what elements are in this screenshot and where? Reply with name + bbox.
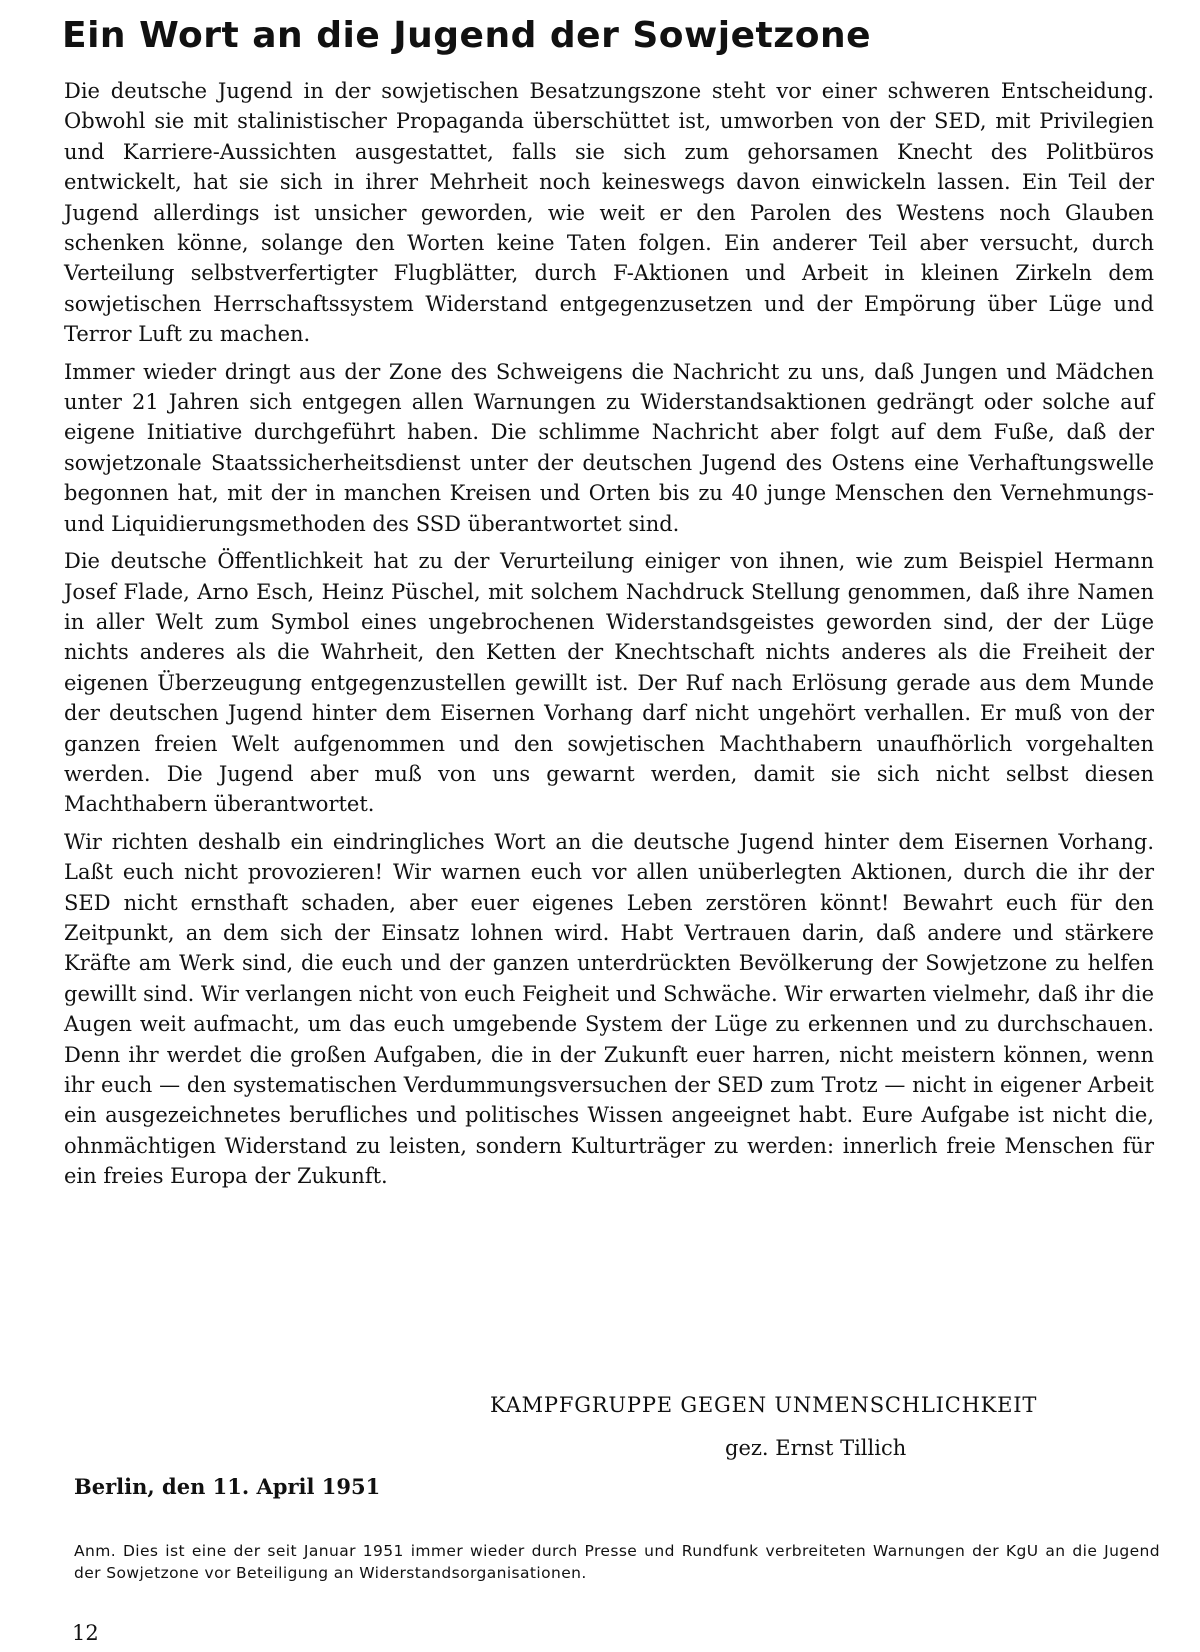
- paragraph-2: Immer wieder dringt aus der Zone des Schweigens die Nachricht zu uns, daß Jungen und Mädchen unter 21 Jahren sich entgegen allen Warnungen zu Widerstandsaktionen gedrängt oder solche auf eigene Initiative durchgeführt haben. Die schlimme Nachricht aber folgt auf dem Fuße, daß der sowjetzonale Staatssicherheitsdienst unter der deutschen Jugend des Ostens eine Verhaftungswelle begonnen hat, mit der in manchen Kreisen und Orten bis zu 40 junge Menschen den Vernehmungs- und Liquidierungsmethoden des SSD überantwortet sind.: [64, 359, 1154, 536]
- paragraph-3: Die deutsche Öffentlichkeit hat zu der Verurteilung einiger von ihnen, wie zum Beispiel Hermann Josef Flade, Arno Esch, Heinz Püschel, mit solchem Nachdruck Stellung genommen, daß ihre Namen in aller Welt zum Symbol eines ungebrochenen Widerstandsgeistes geworden sind, der der Lüge nichts anderes als die Wahrheit, den Ketten der Knechtschaft nichts anderes als die Freiheit der eigenen Überzeugung entgegenzustellen gewillt ist. Der Ruf nach Erlösung gerade aus dem Munde der deutschen Jugend hinter dem Eisernen Vorhang darf nicht ungehört verhallen. Er muß von der ganzen freien Welt aufgenommen und den sowjetischen Machthabern unaufhörlich vorgehalten werden. Die Jugend aber muß von uns gewarnt werden, damit sie sich nicht selbst diesen Machthabern überantwortet.: [64, 549, 1154, 817]
- place-and-date: Berlin, den 11. April 1951: [74, 1474, 381, 1499]
- paragraph-1: Die deutsche Jugend in der sowjetischen Besatzungszone steht vor einer schweren Entscheidung. Obwohl sie mit stalinistischer Propaganda überschüttet ist, umworben von der SED, mit Privilegien und Karriere-Aussichten ausgestattet, falls sie sich zum gehorsamen Knecht des Politbüros entwickelt, hat sie sich in ihrer Mehrheit noch keineswegs davon einwickeln lassen. Ein Teil der Jugend allerdings ist unsicher geworden, wie weit er den Parolen des Westens noch Glauben schenken könne, solange den Worten keine Taten folgen. Ein anderer Teil aber versucht, durch Verteilung selbstverfertigter Flugblätter, durch F-Aktionen und Arbeit in kleinen Zirkeln dem sowjetischen Herrschaftssystem Widerstand entgegenzusetzen und der Empörung über Lüge und Terror Luft zu machen.: [64, 79, 1154, 347]
- paragraph-4: Wir richten deshalb ein eindringliches Wort an die deutsche Jugend hinter dem Eisernen Vorhang. Laßt euch nicht provozieren! Wir warnen euch vor allen unüberlegten Aktionen, durch die ihr der SED nicht ernsthaft schaden, aber euer eigenes Leben zerstören könnt! Bewahrt euch für den Zeitpunkt, an dem sich der Einsatz lohnen wird. Habt Vertrauen darin, daß andere und stärkere Kräfte am Werk sind, die euch und der ganzen unterdrückten Bevölkerung der Sowjetzone zu helfen gewillt sind. Wir verlangen nicht von euch Feigheit und Schwäche. Wir erwarten vielmehr, daß ihr die Augen weit aufmacht, um das euch umgebende System der Lüge zu erkennen und zu durchschauen. Denn ihr werdet die großen Aufgaben, die in der Zukunft euer harren, nicht meistern können, wenn ihr euch — den systematischen Verdummungsversuchen der SED zum Trotz — nicht in eigener Arbeit ein ausgezeichnetes berufliches und politisches Wissen angeeignet habt. Eure Aufgabe ist nicht die, ohnmächtigen Widerstand zu leisten, sondern Kulturträger zu werden: innerlich freie Menschen für ein freies Europa der Zukunft.: [64, 829, 1154, 1189]
- page-number: 12: [72, 1621, 99, 1645]
- footnote: Anm. Dies ist eine der seit Januar 1951 immer wieder durch Presse und Rundfunk verbreiteten Warnungen der KgU an die Jugend der Sowjetzone vor Beteiligung an Widerstandsorganisationen.: [74, 1542, 1160, 1582]
- signature-line: gez. Ernst Tillich: [725, 1436, 907, 1460]
- article-body: [64, 76, 1154, 1199]
- organization-name: KAMPFGRUPPE GEGEN UNMENSCHLICHKEIT: [490, 1393, 1038, 1417]
- page-title: Ein Wort an die Jugend der Sowjetzone: [62, 15, 871, 56]
